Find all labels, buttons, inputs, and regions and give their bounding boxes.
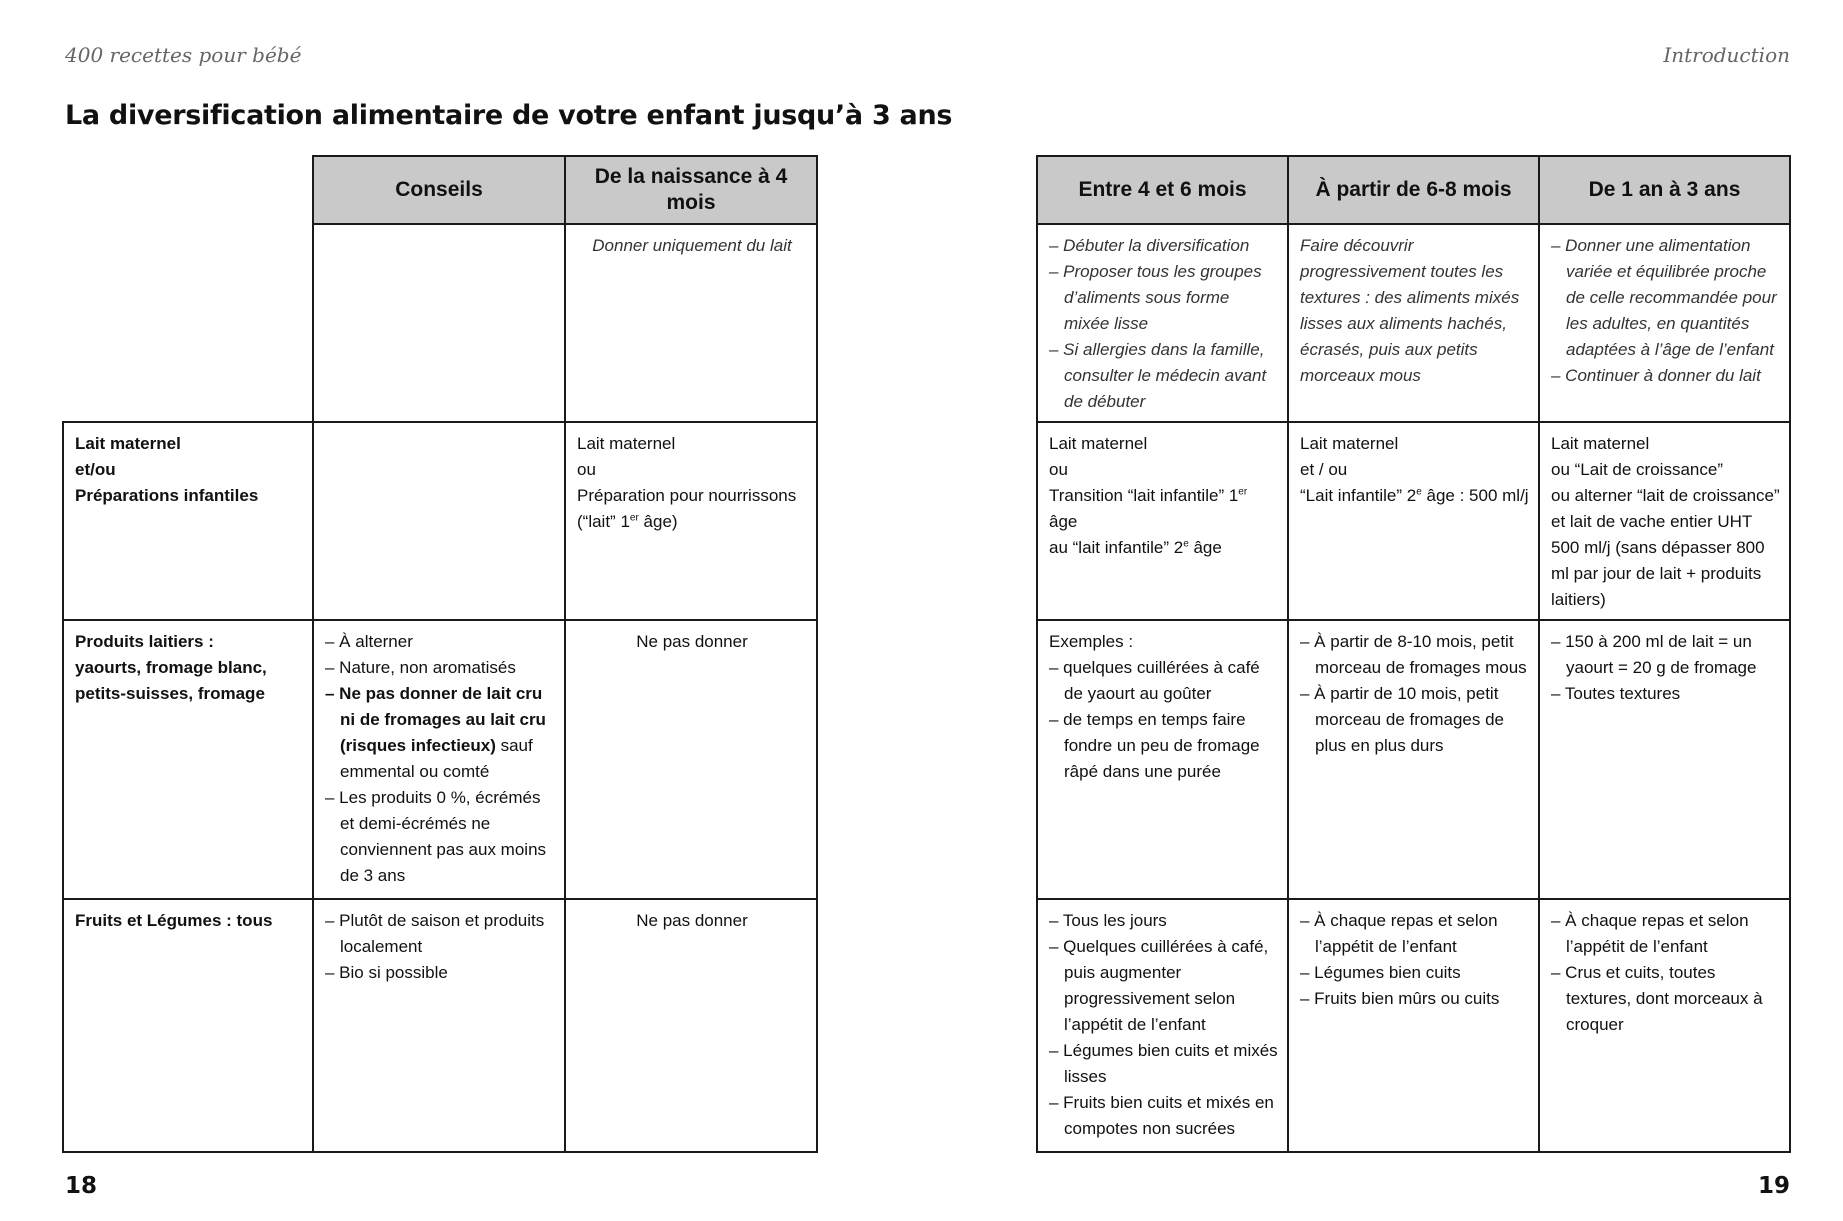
row-label-fruits-legumes: Fruits et Légumes : tous [63, 899, 313, 1152]
table-header-row [1037, 156, 1790, 224]
cell-fruits-1-3-ans: – À chaque repas et selon l’appétit de l’enfant – Crus et cuits, toutes textures, dont morceaux à croquer [1539, 899, 1790, 1152]
table-header-row [63, 156, 817, 224]
table-row-lait [1037, 422, 1790, 620]
cell-phase-naissance: Donner uniquement du lait [565, 224, 817, 422]
cell-phase-4-6-mois: – Débuter la diversification – Proposer tous les groupes d’aliments sous forme mixée lisse – Si allergies dans la famille, consulter le médecin avant de débuter [1037, 224, 1288, 422]
row-label-produits-laitiers: Produits laitiers : yaourts, fromage blanc, petits-suisses, fromage [63, 620, 313, 899]
cell-produits-conseils: – À alterner – Nature, non aromatisés – Ne pas donner de lait cru ni de fromages au lait cru (risques infectieux) sauf emmental ou comté – Les produits 0 %, écrémés et demi-écrémés ne conviennent pas aux moins de 3 ans [313, 620, 565, 899]
column-header-conseils: Conseils [313, 156, 565, 224]
cell-phase-6-8-mois: Faire découvrir progressivement toutes les textures : des aliments mixés lisses aux aliments hachés, écrasés, puis aux petits morceaux mous [1288, 224, 1539, 422]
cell-produits-1-3-ans: – 150 à 200 ml de lait = un yaourt = 20 g de fromage – Toutes textures [1539, 620, 1790, 899]
running-header-book-title: 400 recettes pour bébé [65, 43, 302, 67]
cell-fruits-naissance: Ne pas donner [565, 899, 817, 1152]
row-label-lait: Lait maternel et/ou Préparations infantiles [63, 422, 313, 620]
column-header-1-3-ans: De 1 an à 3 ans [1539, 156, 1790, 224]
page-title: La diversification alimentaire de votre enfant jusqu’à 3 ans [65, 100, 953, 131]
cell-phase-1-3-ans: – Donner une alimentation variée et équilibrée proche de celle recommandée pour les adultes, en quantités adaptées à l’âge de l’enfant – Continuer à donner du lait [1539, 224, 1790, 422]
cell-lait-4-6-mois: Lait maternel ou Transition “lait infantile” 1er âge au “lait infantile” 2e âge [1037, 422, 1288, 620]
column-header-6-8-mois: À partir de 6-8 mois [1288, 156, 1539, 224]
page-number-right: 19 [1757, 1173, 1790, 1199]
cell-lait-6-8-mois: Lait maternel et / ou “Lait infantile” 2e âge : 500 ml/j [1288, 422, 1539, 620]
running-header-section: Introduction [1663, 43, 1790, 67]
cell-lait-naissance: Lait maternel ou Préparation pour nourrissons (“lait” 1er âge) [565, 422, 817, 620]
column-header-naissance: De la naissance à 4 mois [565, 156, 817, 224]
cell-lait-conseils [313, 422, 565, 620]
cell-produits-naissance: Ne pas donner [565, 620, 817, 899]
table-row-fruits-legumes [63, 899, 817, 1152]
diversification-table-left [62, 155, 818, 1153]
table-row-produits-laitiers [1037, 620, 1790, 899]
cell-fruits-4-6-mois: – Tous les jours – Quelques cuillérées à café, puis augmenter progressivement selon l’appétit de l’enfant – Légumes bien cuits et mixés lisses – Fruits bien cuits et mixés en compotes non sucrées [1037, 899, 1288, 1152]
column-header-4-6-mois: Entre 4 et 6 mois [1037, 156, 1288, 224]
cell-phase-conseils [313, 224, 565, 422]
diversification-table-right [1036, 155, 1791, 1153]
table-row-lait [63, 422, 817, 620]
cell-lait-1-3-ans: Lait maternel ou “Lait de croissance” ou alterner “lait de croissance” et lait de vache entier UHT 500 ml/j (sans dépasser 800 ml par jour de lait + produits laitiers) [1539, 422, 1790, 620]
cell-produits-6-8-mois: – À partir de 8-10 mois, petit morceau de fromages mous – À partir de 10 mois, petit morceau de fromages de plus en plus durs [1288, 620, 1539, 899]
table-row-produits-laitiers [63, 620, 817, 899]
cell-fruits-conseils: – Plutôt de saison et produits localement – Bio si possible [313, 899, 565, 1152]
table-row-phase [1037, 224, 1790, 422]
empty-corner-cell [63, 156, 313, 422]
cell-fruits-6-8-mois: – À chaque repas et selon l’appétit de l’enfant – Légumes bien cuits – Fruits bien mûrs ou cuits [1288, 899, 1539, 1152]
page-number-left: 18 [65, 1173, 98, 1199]
cell-produits-4-6-mois: Exemples : – quelques cuillérées à café de yaourt au goûter – de temps en temps faire fondre un peu de fromage râpé dans une purée [1037, 620, 1288, 899]
table-row-fruits-legumes [1037, 899, 1790, 1152]
